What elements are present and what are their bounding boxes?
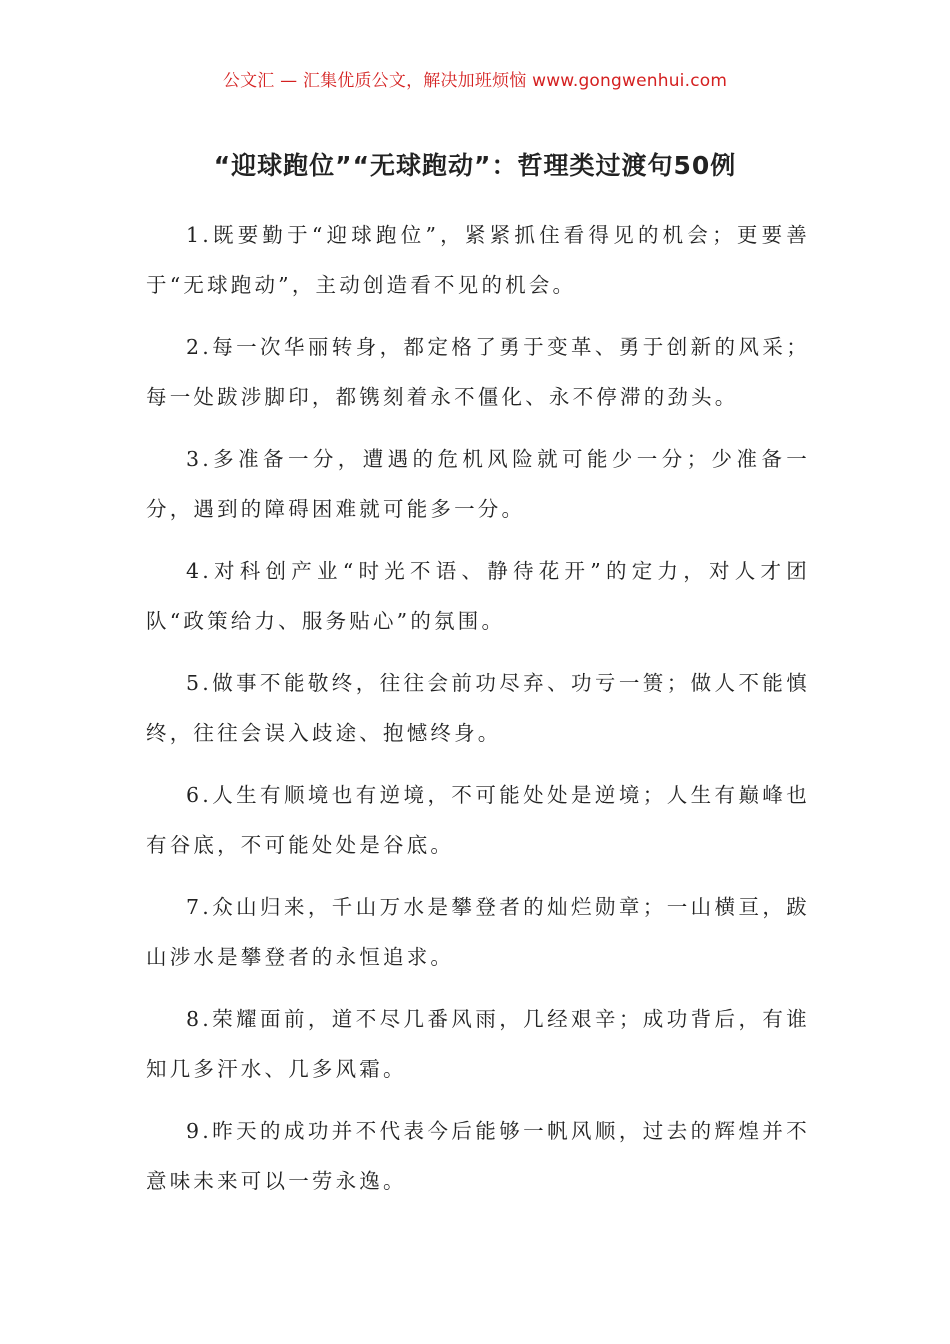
item-number: 7. (186, 895, 212, 919)
item-number: 6. (186, 783, 212, 807)
list-item (146, 1106, 810, 1206)
item-text: 荣耀面前，道不尽几番风雨，几经艰辛；成功背后，有谁知几多汗水、几多风霜。 (146, 1007, 810, 1081)
item-text: 人生有顺境也有逆境，不可能处处是逆境；人生有巅峰也有谷底，不可能处处是谷底。 (146, 783, 810, 857)
item-number: 4. (186, 559, 212, 583)
item-number: 2. (186, 335, 212, 359)
list-item (146, 546, 810, 646)
site-header-link[interactable]: 公文汇 — 汇集优质公文，解决加班烦恼 www.gongwenhui.com (222, 71, 728, 91)
item-number: 8. (186, 1007, 212, 1031)
item-number: 9. (186, 1119, 212, 1143)
list-item (146, 770, 810, 870)
item-list (146, 210, 810, 1218)
list-item (146, 994, 810, 1094)
list-item (146, 658, 810, 758)
item-text: 既要勤于“迎球跑位”，紧紧抓住看得见的机会；更要善于“无球跑动”，主动创造看不见的机会。 (146, 223, 810, 297)
item-text: 对科创产业“时光不语、静待花开”的定力，对人才团队“政策给力、服务贴心”的氛围。 (146, 559, 810, 633)
item-number: 1. (186, 223, 212, 247)
item-number: 3. (186, 447, 212, 471)
item-number: 5. (186, 671, 212, 695)
item-text: 昨天的成功并不代表今后能够一帆风顺，过去的辉煌并不意味未来可以一劳永逸。 (146, 1119, 810, 1193)
list-item (146, 882, 810, 982)
item-text: 每一次华丽转身，都定格了勇于变革、勇于创新的风采；每一处跋涉脚印，都镌刻着永不僵化、永不停滞的劲头。 (146, 335, 810, 409)
document-title: “迎球跑位”“无球跑动”：哲理类过渡句50例 (213, 151, 737, 180)
item-text: 做事不能敬终，往往会前功尽弃、功亏一篑；做人不能慎终，往往会误入歧途、抱憾终身。 (146, 671, 810, 745)
item-text: 众山归来，千山万水是攀登者的灿烂勋章；一山横亘，跋山涉水是攀登者的永恒追求。 (146, 895, 810, 969)
list-item (146, 434, 810, 534)
item-text: 多准备一分，遭遇的危机风险就可能少一分；少准备一分，遇到的障碍困难就可能多一分。 (146, 447, 810, 521)
list-item (146, 322, 810, 422)
list-item (146, 210, 810, 310)
